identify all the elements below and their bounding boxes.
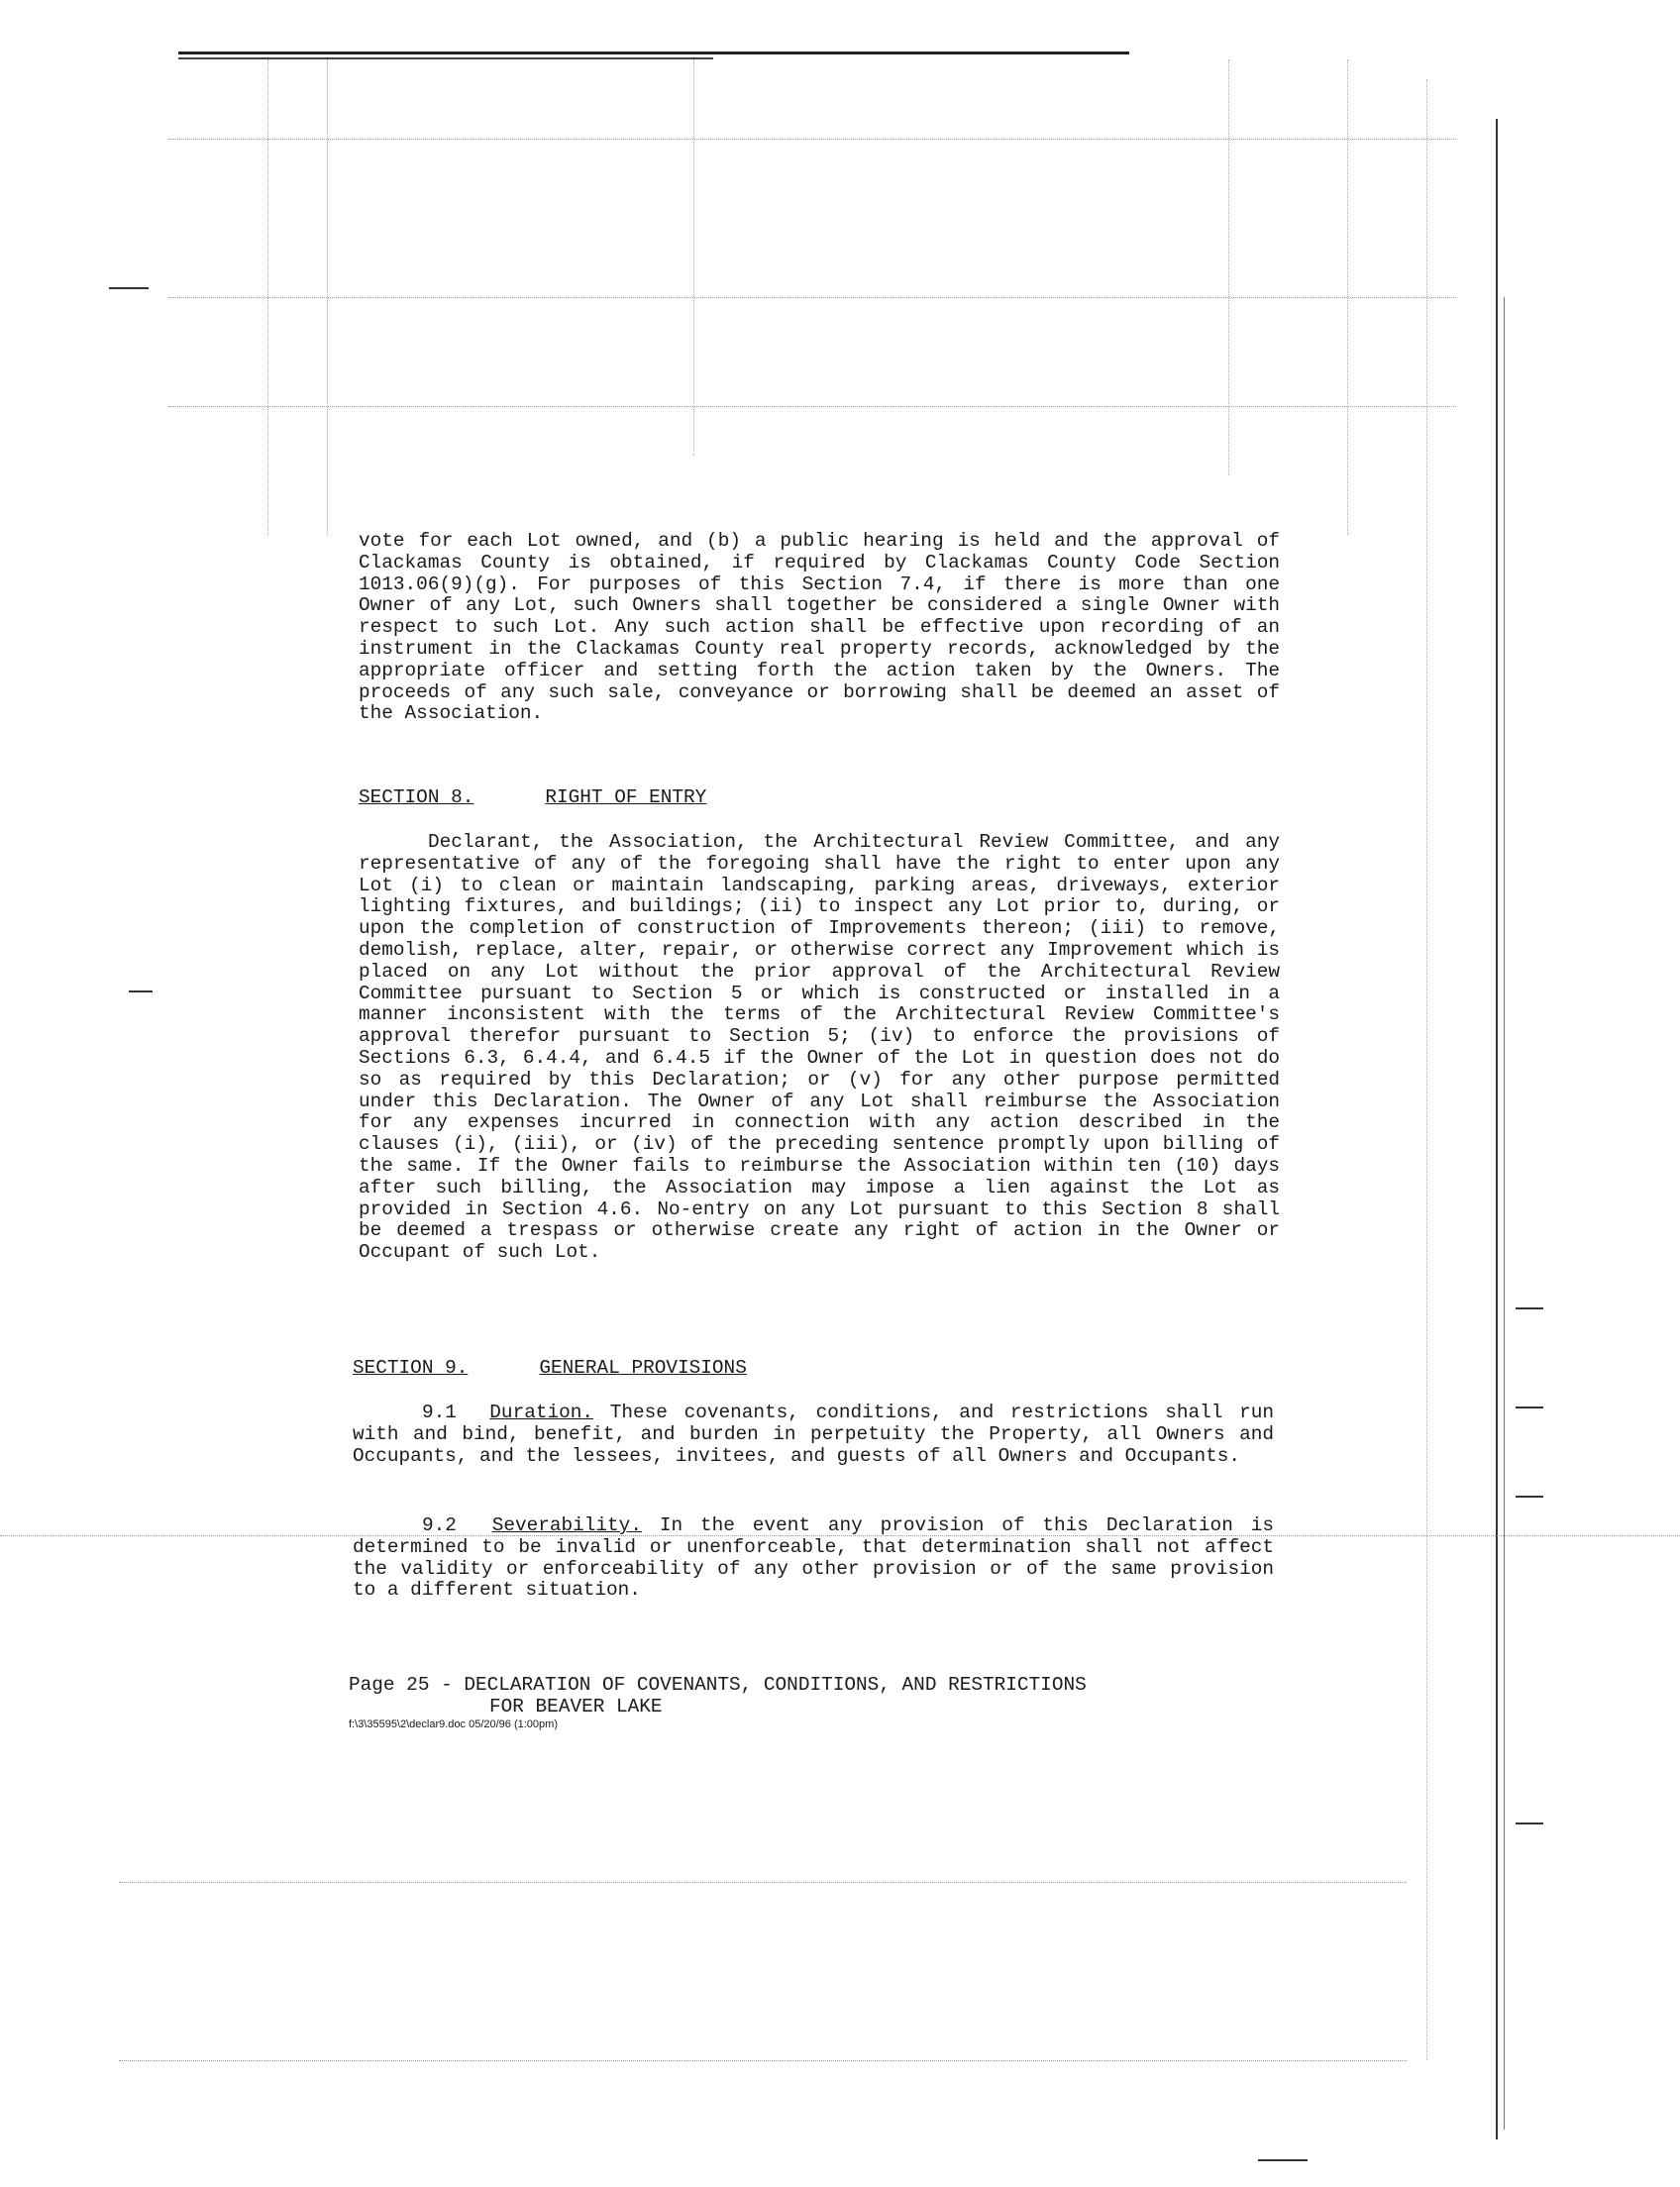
scan-dotted-line: [168, 139, 1456, 140]
scan-dotted-line: [168, 297, 1456, 298]
paragraph-9-2-body: In the event any provision of this Declaration is determined to be invalid or unenforceable, that determination shall not affect the validity or enforceability of any other provision or of the same provision to a different situation.: [353, 1514, 1274, 1602]
footer-subtitle: FOR BEAVER LAKE: [489, 1696, 663, 1718]
scan-top-rule-secondary: [178, 57, 713, 59]
page-footer: [349, 1674, 1087, 1731]
scan-top-rule: [178, 52, 1129, 54]
scan-dotted-line: [119, 2060, 1407, 2061]
paragraph-9-1-body: These covenants, conditions, and restrictions shall run with and bind, benefit, and burden in perpetuity the Property, all Owners and Occupants, and the lessees, invitees, and guests of all Owners and Occupants.: [353, 1402, 1274, 1467]
scan-margin-tick: [1258, 2159, 1308, 2161]
paragraph-9-1-title: Duration.: [489, 1402, 594, 1423]
scan-right-edge-secondary: [1504, 297, 1505, 2130]
scan-margin-tick: [129, 990, 153, 992]
scan-dotted-vertical: [327, 59, 328, 535]
scan-dotted-vertical: [693, 59, 694, 456]
paragraph-9-2-title: Severability.: [491, 1514, 642, 1536]
section-8-title: RIGHT OF ENTRY: [545, 786, 707, 808]
footer-page-title: Page 25 - DECLARATION OF COVENANTS, CONDITIONS, AND RESTRICTIONS: [349, 1674, 1087, 1696]
scan-dotted-vertical: [1228, 59, 1229, 475]
paragraph-9-2-number: 9.2: [422, 1514, 457, 1536]
paragraph-9-1-number: 9.1: [422, 1402, 457, 1423]
section-8-body: Declarant, the Association, the Architectural Review Committee, and any representative of any of the foregoing shall have the right to enter upon any Lot (i) to clean or maintain landscaping, parking areas, driveways, exterior lighting fixtures, and buildings; (ii) to inspect any Lot prior to, during, or upon the completion of construction of Improvements thereon; (iii) to remove, demolish, replace, alter, repair, or otherwise correct any Improvement which is placed on any Lot without the prior approval of the Architectural Review Committee pursuant to Section 5 or which is constructed or installed in a manner inconsistent with the terms of the Architectural Review Committee's approval therefor pursuant to Section 5; (iv) to enforce the provisions of Sections 6.3, 6.4.4, and 6.4.5 if the Owner of the Lot in question does not do so as required by this Declaration; or (v) for any other purpose permitted under this Declaration. The Owner of any Lot shall reimburse the Association for any expenses incurred in connection with any action described in the clauses (i), (iii), or (iv) of the preceding sentence promptly upon billing of the same. If the Owner fails to reimburse the Association within ten (10) days after such billing, the Association may impose a lien against the Lot as provided in Section 4.6. No-entry on any Lot pursuant to this Section 8 shall be deemed a trespass or otherwise create any right of action in the Owner or Occupant of such Lot.: [359, 831, 1280, 1264]
paragraph-continued: vote for each Lot owned, and (b) a public hearing is held and the approval of Clackamas County is obtained, if required by Clackamas County Code Section 1013.06(9)(g). For purposes of this Section 7.4, if there is more than one Owner of any Lot, such Owners shall together be considered a single Owner with respect to such Lot. Any such action shall be effective upon recording of an instrument in the Clackamas County real property records, acknowledged by the appropriate officer and setting forth the action taken by the Owners. The proceeds of any such sale, conveyance or borrowing shall be deemed an asset of the Association.: [359, 530, 1280, 725]
scan-dotted-vertical: [1347, 59, 1348, 535]
scan-right-edge: [1496, 119, 1498, 2139]
scan-margin-tick: [1516, 1307, 1543, 1309]
scan-margin-tick: [1516, 1496, 1543, 1498]
scan-dotted-line: [168, 406, 1456, 407]
scan-margin-tick: [109, 287, 149, 289]
section-9-heading: [353, 1357, 747, 1379]
section-9-number: SECTION 9.: [353, 1357, 469, 1379]
scan-dotted-vertical: [267, 59, 268, 535]
scan-margin-tick: [1516, 1406, 1543, 1408]
footer-file-path: f:\3\35595\2\declar9.doc 05/20/96 (1:00pm): [349, 1718, 558, 1730]
paragraph-9-2: [353, 1515, 1274, 1602]
section-9-title: GENERAL PROVISIONS: [539, 1357, 747, 1379]
section-8-number: SECTION 8.: [359, 786, 474, 808]
scan-dotted-vertical: [1426, 79, 1427, 2060]
section-8-heading: [359, 786, 706, 808]
paragraph-9-1: [353, 1403, 1274, 1467]
scan-margin-tick: [1516, 1822, 1543, 1824]
scan-dotted-line: [119, 1882, 1407, 1883]
